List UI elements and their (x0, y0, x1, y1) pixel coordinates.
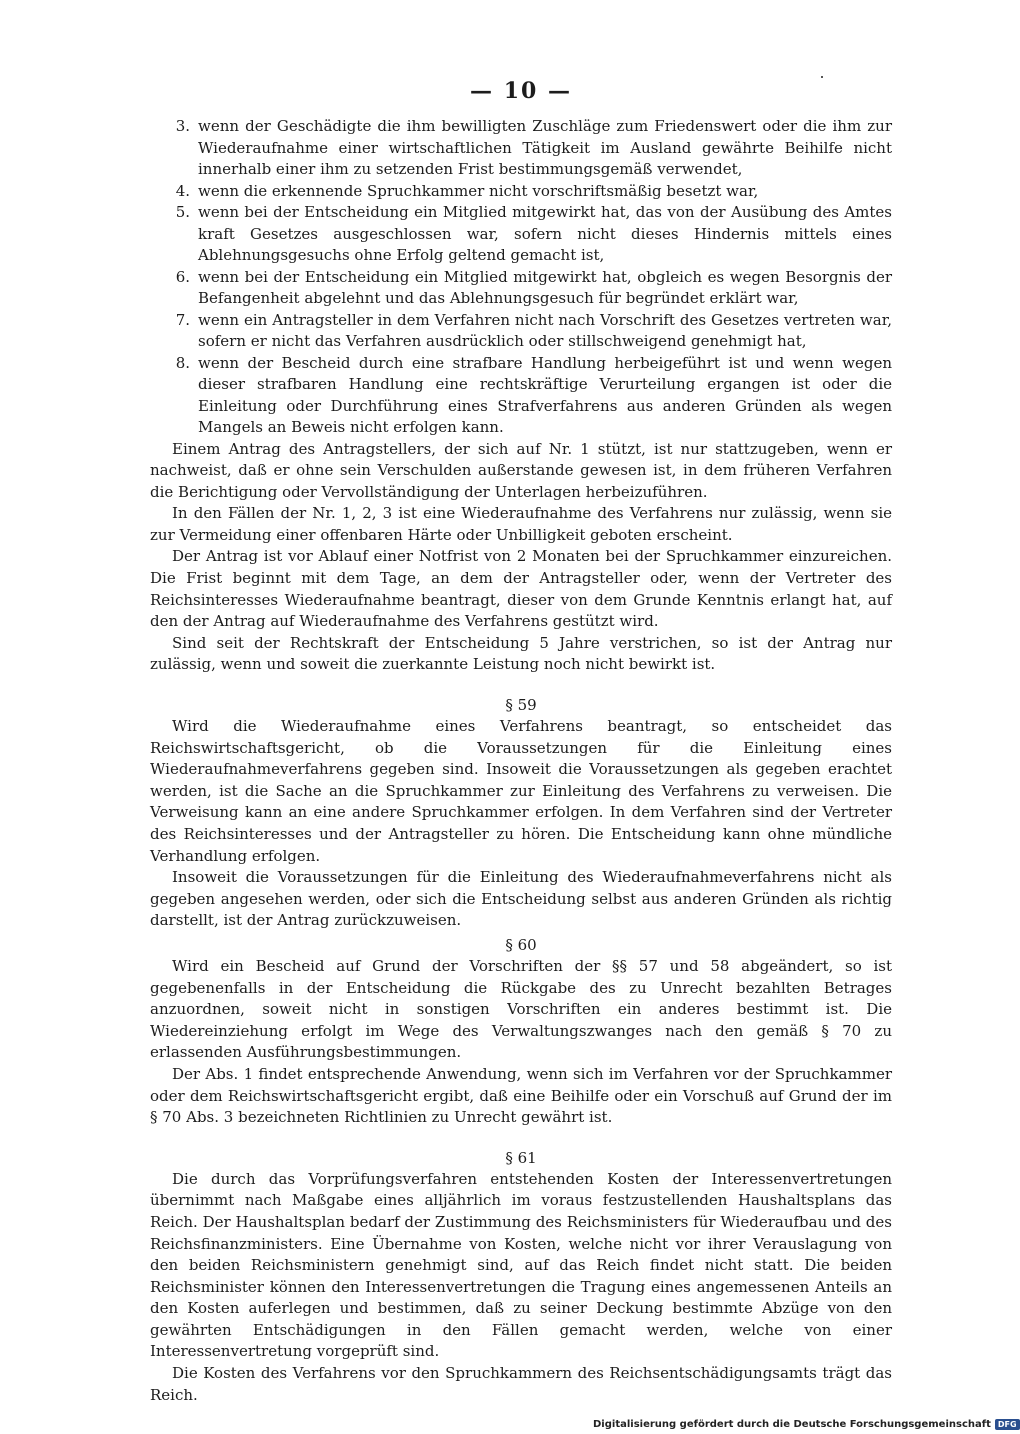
paragraph: Einem Antrag des Antragstellers, der sich auf Nr. 1 stützt, ist nur stattzugeben, wenn er nachweist, daß er ohne sein Verschulden außerstande gewesen ist, in dem früheren Verfahren die Berichtigung oder Vervollständigung der Unterlagen herbeizuführen. (150, 439, 892, 501)
document-page (150, 78, 892, 1406)
list-item (150, 202, 892, 267)
list-item (150, 181, 892, 203)
paragraph: Der Antrag ist vor Ablauf einer Notfrist von 2 Monaten bei der Spruchkammer einzureichen. Die Frist beginnt mit dem Tage, an dem der Antragsteller oder, wenn der Vertreter des Reichsinteresses Wiederaufnahme beantragt, dieser von dem Grunde Kenntnis erlangt hat, auf den der Antrag auf Wiederaufnahme des Verfahrens gestützt wird. (150, 547, 892, 631)
paragraph: Der Abs. 1 findet entsprechende Anwendung, wenn sich im Verfahren vor der Spruchkammer oder dem Reichswirtschaftsgericht ergibt, daß eine Beihilfe oder ein Vorschuß auf Grund der im § 70 Abs. 3 bezeichneten Richtlinien zu Unrecht gewährt ist. (150, 1064, 892, 1127)
item-number: 3. (175, 117, 190, 135)
digitization-credit (593, 1416, 1017, 1432)
section-heading-59: § 59 (505, 696, 537, 715)
paragraph: In den Fällen der Nr. 1, 2, 3 ist eine Wiederaufnahme des Verfahrens nur zulässig, wenn sie zur Vermeidung einer offenbaren Härte oder Unbilligkeit geboten erscheint. (150, 504, 892, 544)
paragraph: Wird die Wiederaufnahme eines Verfahrens beantragt, so entscheidet das Reichswirtschaftsgericht, ob die Voraussetzungen für die Einleitung eines Wiederaufnahmeverfahrens gegeben sind. Insoweit die Voraussetzungen als gegeben erachtet werden, ist die Sache an die Spruchkammer zur Einleitung des Verfahrens zu verweisen. Die Verweisung kann an eine andere Spruchkammer erfolgen. In dem Verfahren sind der Vertreter des Reichsinteresses und der Antragsteller zu hören. Die Entscheidung kann ohne mündliche Verhandlung erfolgen. (150, 717, 892, 865)
dfg-logo: DFG (995, 1419, 1020, 1430)
item-number: 8. (175, 353, 190, 372)
section-heading-61: § 61 (505, 1148, 537, 1167)
list-item (150, 353, 892, 439)
section-heading-60: § 60 (505, 935, 537, 954)
list-item (150, 310, 892, 353)
paragraph: Insoweit die Voraussetzungen für die Einleitung des Wiederaufnahmeverfahrens nicht als gegeben angesehen werden, oder sich die Entscheidung selbst aus anderen Gründen als richtig darstellt, ist der Antrag zurückzuweisen. (150, 868, 892, 930)
item-number: 4. (175, 181, 190, 200)
footer-text: Digitalisierung gefördert durch die Deutsche Forschungsgemeinschaft (593, 1418, 991, 1430)
paragraph: Wird ein Bescheid auf Grund der Vorschriften der §§ 57 und 58 abgeändert, so ist gegebenenfalls in der Entscheidung die Rückgabe des zu Unrecht bezahlten Betrages anzuordnen, soweit nicht in sonstigen Vorschriften ein anderes bestimmt ist. Die Wiedereinziehung erfolgt im Wege des Verwaltungszwanges nach den gemäß § 70 zu erlassenden Ausführungsbestimmungen. (150, 956, 892, 1062)
item-text: wenn der Bescheid durch eine strafbare Handlung herbeigeführt ist und wenn wegen dieser strafbaren Handlung eine rechtskräftige Verurteilung ergangen ist oder die Einleitung oder Durchführung eines Strafverfahrens aus anderen Gründen als wegen Mangels an Beweis nicht erfolgen kann. (198, 353, 892, 436)
paragraph: Sind seit der Rechtskraft der Entscheidung 5 Jahre verstrichen, so ist der Antrag nur zulässig, wenn und soweit die zuerkannte Leistung noch nicht bewirkt ist. (150, 633, 892, 674)
item-number: 7. (175, 310, 190, 329)
item-text: wenn die erkennende Spruchkammer nicht vorschriftsmäßig besetzt war, (198, 181, 759, 200)
list-item (150, 116, 892, 181)
list-item (150, 267, 892, 310)
item-text: wenn der Geschädigte die ihm bewilligten Zuschläge zum Friedenswert oder die ihm zur Wiederaufnahme einer wirtschaftlichen Tätigkeit im Ausland gewährte Beihilfe nicht innerhalb einer ihm zu setzenden Frist bestimmungsgemäß verwendet, (198, 117, 892, 178)
page-number: — 10 — (470, 78, 572, 104)
item-number: 6. (175, 267, 190, 286)
item-text: wenn ein Antragsteller in dem Verfahren nicht nach Vorschrift des Gesetzes vertreten war, sofern er nicht das Verfahren ausdrücklich oder stillschweigend genehmigt hat, (198, 310, 892, 350)
enumerated-list (150, 116, 892, 439)
item-number: 5. (175, 203, 190, 221)
paragraph: Die durch das Vorprüfungsverfahren entstehenden Kosten der Interessenvertretungen übernimmt nach Maßgabe eines alljährlich im voraus festzustellenden Haushaltsplans das Reich. Der Haushaltsplan bedarf der Zustimmung des Reichsministers für Wiederaufbau und des Reichsfinanzministers. Eine Übernahme von Kosten, welche nicht vor ihrer Verauslagung von den beiden Reichsministern genehmigt sind, auf das Reich findet nicht statt. Die beiden Reichsminister können den Interessenvertretungen die Tragung eines angemessenen Anteils an den Kosten auferlegen und bestimmen, daß zu seiner Deckung bestimmte Abzüge von den gewährten Entschädigungen in den Fällen gemacht werden, welche von einer Interessenvertretung vorgeprüft sind. (150, 1169, 892, 1361)
paragraph: Die Kosten des Verfahrens vor den Spruchkammern des Reichsentschädigungsamts trägt das Reich. (150, 1364, 892, 1404)
item-text: wenn bei der Entscheidung ein Mitglied mitgewirkt hat, obgleich es wegen Besorgnis der Befangenheit abgelehnt und das Ablehnungsgesuch für begründet erklärt war, (198, 267, 892, 307)
item-text: wenn bei der Entscheidung ein Mitglied mitgewirkt hat, das von der Ausübung des Amtes kraft Gesetzes ausgeschlossen war, sofern nicht dieses Hindernis mittels eines Ablehnungsgesuchs ohne Erfolg geltend gemacht ist, (198, 203, 892, 264)
